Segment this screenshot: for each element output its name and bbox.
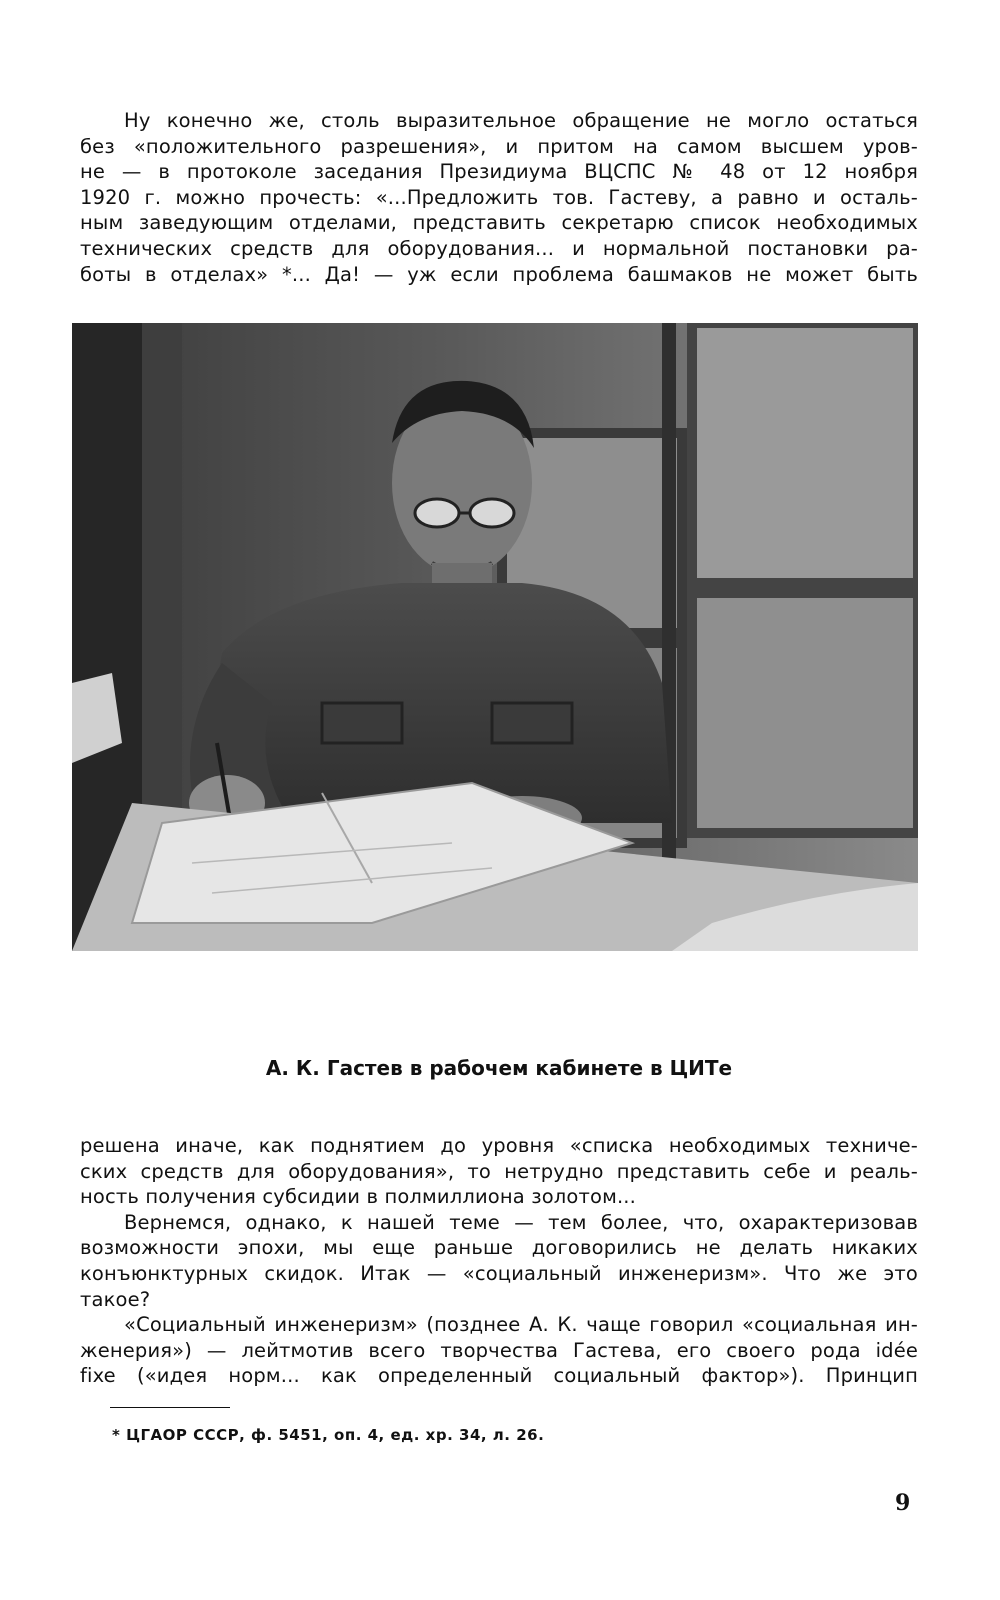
text-line: ность получения субсидии в полмиллиона золотом...: [80, 1185, 636, 1209]
photograph-gastev: [72, 323, 918, 951]
bottom-paragraphs: [80, 1133, 918, 1389]
text-line: Ну конечно же, столь выразительное обращение не могло остаться: [124, 109, 918, 132]
text-line: ным заведующим отделами, представить секретарю список необходимых: [80, 211, 918, 235]
text-line: конъюнктурных скидок. Итак — «социальный инженеризм». Что же это: [80, 1261, 918, 1285]
top-paragraph: [80, 108, 918, 287]
page-number: 9: [895, 1490, 911, 1516]
text-line: без «положительного разрешения», и притом на самом высшем уров-: [80, 134, 918, 158]
text-line: технических средств для оборудования... и нормальной постановки ра-: [80, 236, 918, 260]
text-line: не — в протоколе заседания Президиума ВЦСПС № 48 от 12 ноября: [80, 160, 918, 184]
photo-caption: А. К. Гастев в рабочем кабинете в ЦИТе: [265, 1056, 733, 1080]
photograph-icon: [72, 323, 918, 951]
text-line: решена иначе, как поднятием до уровня «списка необходимых техниче-: [80, 1134, 918, 1157]
text-line: «Социальный инженеризм» (позднее А. К. чаще говорил «социальная ин-: [124, 1313, 918, 1337]
text-line: 1920 г. можно прочесть: «...Предложить тов. Гастеву, а равно и осталь-: [80, 185, 918, 209]
text-line: ских средств для оборудования», то нетрудно представить себе и реаль-: [80, 1159, 918, 1183]
text-line: женерия») — лейтмотив всего творчества Гастева, его своего рода idée: [80, 1338, 918, 1362]
text-line: fixe («идея норм... как определенный социальный фактор»). Принцип: [80, 1364, 918, 1388]
footnote-divider: [110, 1407, 230, 1408]
text-line: такое?: [80, 1287, 151, 1311]
text-line: боты в отделах» *... Да! — уж если проблема башмаков не может быть: [80, 262, 918, 286]
footnote: * ЦГАОР СССР, ф. 5451, оп. 4, ед. хр. 34, л. 26.: [112, 1426, 545, 1444]
text-line: возможности эпохи, мы еще раньше договорились не делать никаких: [80, 1236, 918, 1260]
text-line: Вернемся, однако, к нашей теме — тем более, что, охарактеризовав: [124, 1210, 918, 1234]
